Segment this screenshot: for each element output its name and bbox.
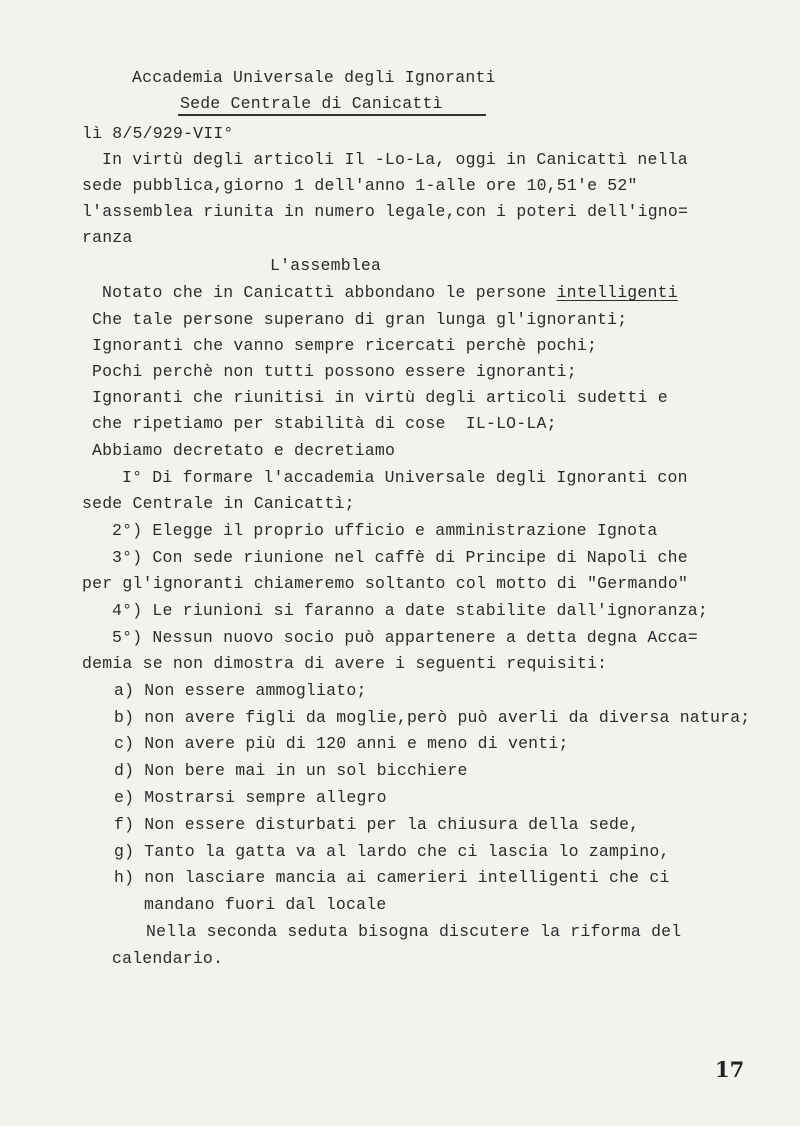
consideration-line: Pochi perchè non tutti possono essere ignoranti; [92,362,577,381]
closing-line: calendario. [112,949,224,968]
closing-line: Nella seconda seduta bisogna discutere la riforma del [146,922,682,941]
header-title: Accademia Universale degli Ignoranti [132,68,496,87]
consideration-line [102,283,678,303]
document-date: lì 8/5/929-VII° [82,124,234,143]
requirement-line: c) Non avere più di 120 anni e meno di venti; [114,734,569,753]
consideration-line: Abbiamo decretato e decretiamo [92,441,396,460]
decree-line: per gl'ignoranti chiameremo soltanto col motto di "Germando" [82,574,689,593]
header-underline [178,114,486,116]
requirement-line: f) Non essere disturbati per la chiusura della sede, [114,815,640,834]
decree-line: 5°) Nessun nuovo socio può appartenere a detta degna Acca= [112,628,698,647]
intro-line: sede pubblica,giorno 1 dell'anno 1-alle ore 10,51'e 52" [82,176,638,195]
requirement-line: e) Mostrarsi sempre allegro [114,788,387,807]
consideration-prefix: Notato che in Canicattì abbondano le persone [102,283,557,302]
consideration-line: Che tale persone superano di gran lunga gl'ignoranti; [92,310,628,329]
decree-line: 2°) Elegge il proprio ufficio e amministrazione Ignota [112,521,658,540]
assembly-heading: L'assemblea [270,256,382,275]
requirement-line: h) non lasciare mancia ai camerieri intelligenti che ci [114,868,670,887]
requirement-line: b) non avere figli da moglie,però può averli da diversa natura; [114,708,751,727]
page-number: 17 [715,1057,745,1082]
intro-line: In virtù degli articoli Il -Lo-La, oggi in Canicattì nella [102,150,688,169]
consideration-line: che ripetiamo per stabilità di cose IL-LO-LA; [92,414,557,433]
requirement-line: a) Non essere ammogliato; [114,681,367,700]
underlined-word: intelligenti [556,283,678,302]
decree-line: sede Centrale in Canicattì; [82,494,355,513]
consideration-line: Ignoranti che vanno sempre ricercati perchè pochi; [92,336,598,355]
decree-line: I° Di formare l'accademia Universale degli Ignoranti con [122,468,688,487]
intro-line: ranza [82,228,133,247]
requirement-line: mandano fuori dal locale [144,895,387,914]
consideration-line: Ignoranti che riunitisi in virtù degli articoli sudetti e [92,388,668,407]
decree-line: 4°) Le riunioni si faranno a date stabilite dall'ignoranza; [112,601,708,620]
decree-line: 3°) Con sede riunione nel caffè di Principe di Napoli che [112,548,688,567]
header-subtitle: Sede Centrale di Canicattì [180,94,443,113]
intro-line: l'assemblea riunita in numero legale,con i poteri dell'igno= [82,202,689,221]
decree-line: demia se non dimostra di avere i seguenti requisiti: [82,654,608,673]
requirement-line: d) Non bere mai in un sol bicchiere [114,761,468,780]
requirement-line: g) Tanto la gatta va al lardo che ci lascia lo zampino, [114,842,670,861]
